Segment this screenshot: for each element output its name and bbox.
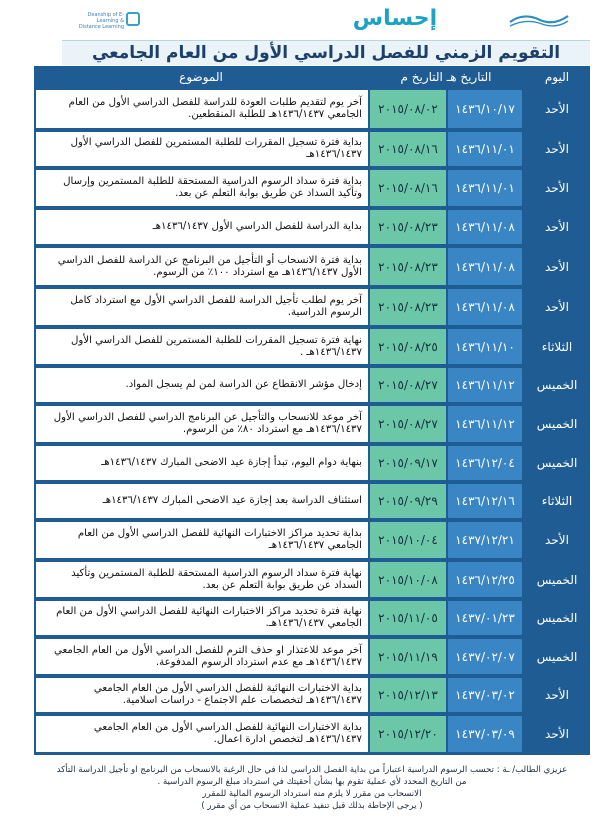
- table-header: [34, 66, 590, 88]
- hijri-date-cell: [448, 562, 522, 597]
- day-cell-text: الأحد: [545, 181, 569, 195]
- hijri-date-cell: [448, 289, 522, 325]
- day-cell-text: الأحد: [545, 102, 569, 116]
- hijri-date-cell-text: ١٤٣٦/١٢/٠٤: [455, 456, 515, 470]
- topic-cell-text: بداية تحديد مراكز الاختبارات النهائية للفصل الدراسي الأول من العام الجامعي ١٤٣٦/١٤٣٧هـ: [77, 528, 362, 551]
- gregorian-date-cell-text: ٢٠١٥/٠٨/٢٧: [378, 417, 438, 431]
- topic-cell: [36, 601, 368, 635]
- gregorian-date-cell-text: ٢٠١٥/٠٨/٢٣: [378, 300, 438, 314]
- note-line: الانسحاب من مقرر لا يلزم منه استرداد الرسوم المالية للمقرر: [202, 789, 422, 799]
- day-cell-text: الأحد: [545, 727, 569, 741]
- hijri-date-cell: [448, 90, 522, 128]
- table-row: [34, 637, 590, 676]
- gregorian-date-cell: [370, 446, 446, 480]
- topic-cell-text: استئناف الدراسة بعد إجازة عيد الاضحى المبارك ١٤٣٦/١٤٣٧هـ: [102, 495, 362, 506]
- table-row: [34, 482, 590, 520]
- hijri-date-cell-text: ١٤٣٧/٠٣/٠٩: [455, 727, 515, 741]
- hijri-date-cell-text: ١٤٣٦/١١/٠٨: [455, 220, 515, 234]
- gregorian-date-cell: [370, 484, 446, 518]
- gregorian-date-cell: [370, 562, 446, 597]
- day-cell: [524, 482, 590, 520]
- topic-cell: [36, 210, 368, 244]
- column-header-day: اليوم: [544, 70, 570, 84]
- topic-cell: [36, 484, 368, 518]
- table-row: [34, 366, 590, 404]
- day-cell: [524, 88, 590, 130]
- hijri-date-cell-text: ١٤٣٧/٠١/٢٣: [455, 611, 515, 625]
- day-cell-text: الأحد: [545, 300, 569, 314]
- gregorian-date-cell: [370, 406, 446, 442]
- hijri-date-cell-text: ١٤٣٦/١١/٠٨: [455, 300, 515, 314]
- topic-cell: [36, 329, 368, 364]
- day-cell-text: الأحد: [545, 688, 569, 702]
- gregorian-date-cell-text: ٢٠١٥/١٢/١٣: [378, 688, 438, 702]
- gregorian-date-cell: [370, 90, 446, 128]
- gregorian-date-cell: [370, 210, 446, 244]
- day-cell: [524, 287, 590, 327]
- topic-cell-text: بداية فترة الانسحاب أو التأجيل من البرنامج عن الدراسة للفصل الدراسي الأول ١٤٣٦/١٤٣٧هـ مع استرداد ١٠٠٪ من الرسوم.: [57, 254, 362, 278]
- day-cell: [524, 404, 590, 444]
- gregorian-date-cell: [370, 368, 446, 402]
- brand-title: إحساس: [352, 6, 438, 31]
- hijri-date-cell: [448, 484, 522, 518]
- topic-cell: [36, 562, 368, 597]
- hijri-date-cell-text: ١٤٣٧/٠٢/٠٧: [455, 649, 515, 664]
- day-cell-text: الثلاثاء: [541, 494, 573, 508]
- hijri-date-cell-text: ١٤٣٦/١١/١٢: [455, 378, 515, 392]
- hijri-date-cell: [448, 639, 522, 674]
- day-cell: [524, 637, 590, 676]
- topic-cell: [36, 90, 368, 128]
- gregorian-date-cell-text: ٢٠١٥/٠٨/١٦: [378, 142, 438, 156]
- hijri-date-cell-text: ١٤٣٦/١٢/١٦: [455, 494, 515, 508]
- day-cell-text: الخميس: [536, 611, 578, 625]
- hijri-date-cell-text: ١٤٣٦/١١/١٠: [455, 339, 515, 354]
- note-line: عزيزي الطالب/ ـة : تحسب الرسوم الدراسية اعتباراً من بداية الفصل الدراسي لذا في حال الرغبة بالانسحاب من البرنامج او تأجيل الدراسة التأكد: [56, 765, 568, 775]
- topic-cell-text: بداية فترة سداد الرسوم الدراسية المستحقة للطلبة المستمرين وإرسال وتأكيد السداد عن طريق بوابة التعلم عن بعد.: [63, 176, 362, 199]
- hijri-date-cell-text: ١٤٣٦/١١/١٢: [455, 417, 515, 431]
- day-cell: [524, 520, 590, 560]
- gregorian-date-cell: [370, 601, 446, 635]
- hijri-date-cell-text: ١٤٣٦/١١/٠٨: [455, 259, 515, 274]
- hijri-date-cell: [448, 446, 522, 480]
- gregorian-date-cell-text: ٢٠١٥/٠٨/١٦: [378, 181, 438, 195]
- hijri-date-cell-text: ١٤٣٦/١٢/٢٥: [455, 572, 515, 587]
- gregorian-date-cell: [370, 639, 446, 674]
- gregorian-date-cell: [370, 678, 446, 712]
- day-cell-text: الخميس: [536, 649, 578, 664]
- gregorian-date-cell-text: ٢٠١٥/٠٩/١٧: [378, 456, 438, 470]
- topic-cell-text: آخر موعد للانسحاب والتأجيل عن البرنامج الدراسي للفصل الدراسي الأول ١٤٣٦/١٤٣٧هـ مع استرداد ٨٠٪ من الرسوم.: [53, 412, 362, 435]
- gregorian-date-cell-text: ٢٠١٥/١٠/٠٨: [378, 572, 438, 587]
- table-row: [34, 88, 590, 130]
- gregorian-date-cell-text: ٢٠١٥/٠٨/٠٢: [378, 102, 438, 116]
- logo-left-icon: [126, 12, 140, 26]
- table-row: [34, 444, 590, 482]
- gregorian-date-cell: [370, 248, 446, 285]
- day-cell: [524, 599, 590, 637]
- topic-cell-text: بداية فترة تسجيل المقررات للطلبة المستمرين للفصل الدراسي الأول ١٤٣٦/١٤٣٧هـ: [70, 137, 362, 160]
- hijri-date-cell: [448, 601, 522, 635]
- hijri-date-cell: [448, 329, 522, 364]
- table-row: [34, 599, 590, 637]
- table-row: [34, 676, 590, 714]
- day-cell: [524, 208, 590, 246]
- day-cell: [524, 444, 590, 482]
- note-line: من التاريخ المحدد لأي عملية تقوم بها بشأن أحقيتك في استرداد مبلغ الرسوم الدراسية .: [157, 777, 467, 787]
- table-row: [34, 520, 590, 560]
- university-logo-icon: [506, 10, 572, 36]
- hijri-date-cell: [448, 522, 522, 558]
- topic-cell-text: بنهاية دوام اليوم، تبدأ إجازة عيد الاضحى المبارك ١٤٣٦/١٤٣٧هـ: [101, 457, 362, 468]
- topic-cell: [36, 170, 368, 206]
- day-cell-text: الثلاثاء: [541, 339, 573, 354]
- day-cell: [524, 676, 590, 714]
- hijri-date-cell: [448, 368, 522, 402]
- gregorian-date-cell-text: ٢٠١٥/١١/٠٥: [378, 611, 438, 625]
- topic-cell: [36, 132, 368, 166]
- topic-cell-text: نهاية فترة تسجيل المقررات للطلبة المستمرين للفصل الدراسي الأول ١٤٣٦/١٤٣٧هـ .: [70, 334, 362, 358]
- gregorian-date-cell-text: ٢٠١٥/١٠/٠٤: [378, 533, 438, 547]
- topic-cell: [36, 368, 368, 402]
- day-cell: [524, 366, 590, 404]
- day-cell-text: الخميس: [536, 456, 578, 470]
- gregorian-date-cell-text: ٢٠١٥/١٢/٢٠: [378, 727, 438, 741]
- hijri-date-cell-text: ١٤٣٦/١١/٠١: [455, 142, 515, 156]
- university-logo: [506, 10, 572, 36]
- gregorian-date-cell: [370, 289, 446, 325]
- day-cell: [524, 327, 590, 366]
- hijri-date-cell: [448, 210, 522, 244]
- topic-cell-text: بداية الاختبارات النهائية للفصل الدراسي الأول من العام الجامعي ١٤٣٦/١٤٣٧هـ لتخصص ادارة اعمال.: [93, 722, 362, 745]
- hijri-date-cell: [448, 716, 522, 752]
- topic-cell-text: نهاية فترة تحديد مراكز الاختبارات النهائية للفصل الدراسي الأول من العام الجامعي ١٤٣٦/١٤٣٧هـ.: [56, 606, 362, 629]
- table-row: [34, 246, 590, 287]
- topic-cell-text: بداية الدراسة للفصل الدراسي الأول ١٤٣٦/١٤٣٧هـ: [152, 221, 362, 232]
- topic-cell: [36, 522, 368, 558]
- topic-cell-text: آخر يوم لطلب تأجيل الدراسة للفصل الدراسي الأول مع استرداد كامل الرسوم الدراسية.: [70, 295, 362, 318]
- topic-cell-text: آخر يوم لتقديم طلبات العودة للدراسة للفصل الدراسي الأول من العام الجامعي ١٤٣٦/١٤٣٧هـ للطلبة المنقطعين.: [68, 97, 362, 120]
- column-header-dates: التاريخ هـ التاريخ م: [400, 70, 492, 84]
- table-row: [34, 714, 590, 754]
- topic-cell-text: نهاية فترة سداد الرسوم الدراسية المستحقة للطلبة المستمرين وتأكيد السداد عن طريق بوابة التعلم عن بعد.: [71, 567, 362, 591]
- topic-cell: [36, 716, 368, 752]
- calendar-title-bar: [62, 40, 590, 65]
- column-header-topic: الموضوع: [179, 70, 223, 84]
- day-cell-text: الأحد: [545, 533, 569, 547]
- gregorian-date-cell: [370, 716, 446, 752]
- day-cell: [524, 560, 590, 599]
- gregorian-date-cell-text: ٢٠١٥/٠٨/٢٧: [378, 378, 438, 392]
- table-row: [34, 404, 590, 444]
- elearning-deanship-logo: [74, 10, 144, 36]
- hijri-date-cell: [448, 678, 522, 712]
- gregorian-date-cell-text: ٢٠١٥/٠٨/٢٥: [378, 339, 438, 354]
- topic-cell: [36, 289, 368, 325]
- day-cell: [524, 714, 590, 754]
- gregorian-date-cell-text: ٢٠١٥/٠٩/٢٩: [378, 494, 438, 508]
- topic-cell: [36, 248, 368, 285]
- hijri-date-cell: [448, 248, 522, 285]
- topic-cell-text: آخر موعد للاعتذار او حذف الترم للفصل الدراسي الأول من العام الجامعي ١٤٣٦/١٤٣٧هـ مع عدم استرداد الرسوم المدفوعة.: [54, 644, 362, 668]
- day-cell-text: الأحد: [545, 142, 569, 156]
- gregorian-date-cell-text: ٢٠١٥/٠٨/٢٣: [378, 220, 438, 234]
- hijri-date-cell-text: ١٤٣٧/١٢/٢١: [455, 533, 515, 547]
- hijri-date-cell: [448, 406, 522, 442]
- day-cell-text: الأحد: [545, 259, 569, 274]
- day-cell: [524, 130, 590, 168]
- day-cell-text: الخميس: [536, 378, 578, 392]
- hijri-date-cell-text: ١٤٣٧/٠٣/٠٢: [455, 688, 515, 702]
- topic-cell-text: بداية الاختبارات النهائية للفصل الدراسي الأول من العام الجامعي ١٤٣٦/١٤٣٧هـ لتخصصات علم الاجتماع - دراسات اسلامية.: [93, 683, 362, 706]
- table-row: [34, 168, 590, 208]
- table-row: [34, 130, 590, 168]
- note-line: ( يرجى الإحاطة بذلك قبل تنفيذ عملية الانسحاب من أي مقرر ): [201, 801, 423, 811]
- table-row: [34, 560, 590, 599]
- topic-cell-text: إدخال مؤشر الانقطاع عن الدراسة لمن لم يسجل المواد.: [125, 379, 362, 390]
- topic-cell: [36, 678, 368, 712]
- topic-cell: [36, 639, 368, 674]
- hijri-date-cell: [448, 132, 522, 166]
- gregorian-date-cell: [370, 522, 446, 558]
- gregorian-date-cell-text: ٢٠١٥/٠٨/٢٣: [378, 259, 438, 274]
- table-row: [34, 208, 590, 246]
- page-header: [0, 0, 600, 40]
- gregorian-date-cell: [370, 132, 446, 166]
- calendar-table: [34, 66, 590, 755]
- day-cell-text: الخميس: [536, 417, 578, 431]
- gregorian-date-cell: [370, 170, 446, 206]
- gregorian-date-cell: [370, 329, 446, 364]
- hijri-date-cell-text: ١٤٣٦/١٠/١٧: [455, 102, 515, 116]
- calendar-title: التقويم الزمني للفصل الدراسي الأول من العام الجامعي: [91, 43, 561, 63]
- hijri-date-cell-text: ١٤٣٦/١١/٠١: [455, 181, 515, 195]
- table-row: [34, 327, 590, 366]
- table-row: [34, 287, 590, 327]
- logo-left-text: Deanship of E-Learning & Distance Learning: [78, 12, 124, 30]
- day-cell-text: الأحد: [545, 220, 569, 234]
- footer-notes: [34, 764, 590, 812]
- day-cell: [524, 168, 590, 208]
- day-cell-text: الخميس: [536, 572, 578, 587]
- topic-cell: [36, 446, 368, 480]
- topic-cell: [36, 406, 368, 442]
- gregorian-date-cell-text: ٢٠١٥/١١/١٩: [378, 649, 438, 664]
- hijri-date-cell: [448, 170, 522, 206]
- day-cell: [524, 246, 590, 287]
